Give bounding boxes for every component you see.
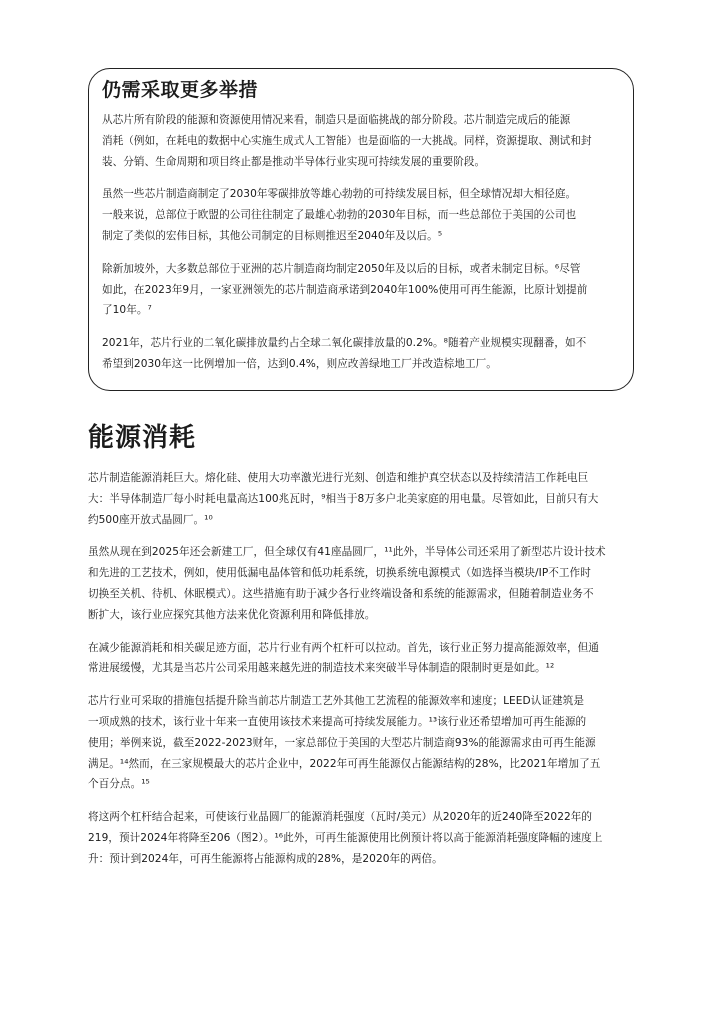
body-paragraph-2: 虽然从现在到2025年还会新建工厂，但全球仅有41座晶圆厂，¹¹此外，半导体公司还采用了新型芯片设计技术 和先进的工艺技术，例如，使用低漏电晶体管和低功耗系统，切换系统电源模式（如选择当模块/IP不工作时 切换至关机、待机、休眠模式）。这些措施有助于减少各行业终端设备和系统的能源需求，但随着制造业务不 断扩大，该行业应探究其他方法来优化资源利用和降低排放。 (88, 546, 606, 621)
body-paragraph-1: 芯片制造能源消耗巨大。熔化硅、使用大功率激光进行光刻、创造和维护真空状态以及持续清洁工作耗电巨 大：半导体制造厂每小时耗电量高达100兆瓦时，⁹相当于8万多户北美家庭的用电量。尽管如此，目前只有大 约500座开放式晶圆厂。¹⁰ (88, 472, 599, 526)
callout-paragraph-1: 从芯片所有阶段的能源和资源使用情况来看，制造只是面临挑战的部分阶段。芯片制造完成后的能源 消耗（例如，在耗电的数据中心实施生成式人工智能）也是面临的一大挑战。同样，资源提取、测试和封 装、分销、生命周期和项目终止都是推动半导体行业实现可持续发展的重要阶段。 (102, 114, 592, 168)
section-body (88, 468, 636, 870)
callout-title: 仍需采取更多举措 (102, 79, 259, 101)
body-paragraph-4: 芯片行业可采取的措施包括提升除当前芯片制造工艺外其他工艺流程的能源效率和速度；LEED认证建筑是 一项成熟的技术，该行业十年来一直使用该技术来提高可持续发展能力。¹³该行业还希望增加可再生能源的 使用；举例来说，截至2022-2023财年，一家总部位于美国的大型芯片制造商93%的能源需求由可再生能源 满足。¹⁴然而，在三家规模最大的芯片企业中，2022年可再生能源仅占能源结构的28%，比2021年增加了五 个百分点。¹⁵ (88, 695, 601, 791)
callout-paragraph-4: 2021年，芯片行业的二氧化碳排放量约占全球二氧化碳排放量的0.2%。⁸随着产业规模实现翻番，如不 希望到2030年这一比例增加一倍，达到0.4%，则应改善绿地工厂并改造棕地工厂。 (102, 337, 587, 370)
callout-box (88, 68, 634, 391)
callout-paragraph-3: 除新加坡外，大多数总部位于亚洲的芯片制造商均制定2050年及以后的目标，或者未制定目标。⁶尽管 如此，在2023年9月，一家亚洲领先的芯片制造商承诺到2040年100%使用可再生能源，比原计划提前 了10年。⁷ (102, 262, 588, 317)
body-paragraph-5: 将这两个杠杆结合起来，可使该行业晶圆厂的能源消耗强度（瓦时/美元）从2020年的近240降至2022年的 219，预计2024年将降至206（图2）。¹⁶此外，可再生能源使用比例预计将以高于能源消耗强度降幅的速度上 升：预计到2024年，可再生能源将占能源构成的28%，是2020年的两倍。 (88, 811, 603, 865)
body-paragraph-3: 在减少能源消耗和相关碳足迹方面，芯片行业有两个杠杆可以拉动。首先，该行业正努力提高能源效率，但通 常进展缓慢，尤其是当芯片公司采用越来越先进的制造技术来突破半导体制造的限制时更是如此。¹² (88, 641, 599, 675)
section-heading: 能源消耗 (88, 423, 197, 453)
callout-paragraph-2: 虽然一些芯片制造商制定了2030年零碳排放等雄心勃勃的可持续发展目标，但全球情况却大相径庭。 一般来说，总部位于欧盟的公司往往制定了最雄心勃勃的2030年目标，而一些总部位于美国的公司也 制定了类似的宏伟目标，其他公司制定的目标则推迟至2040年及以后。⁵ (102, 188, 577, 242)
